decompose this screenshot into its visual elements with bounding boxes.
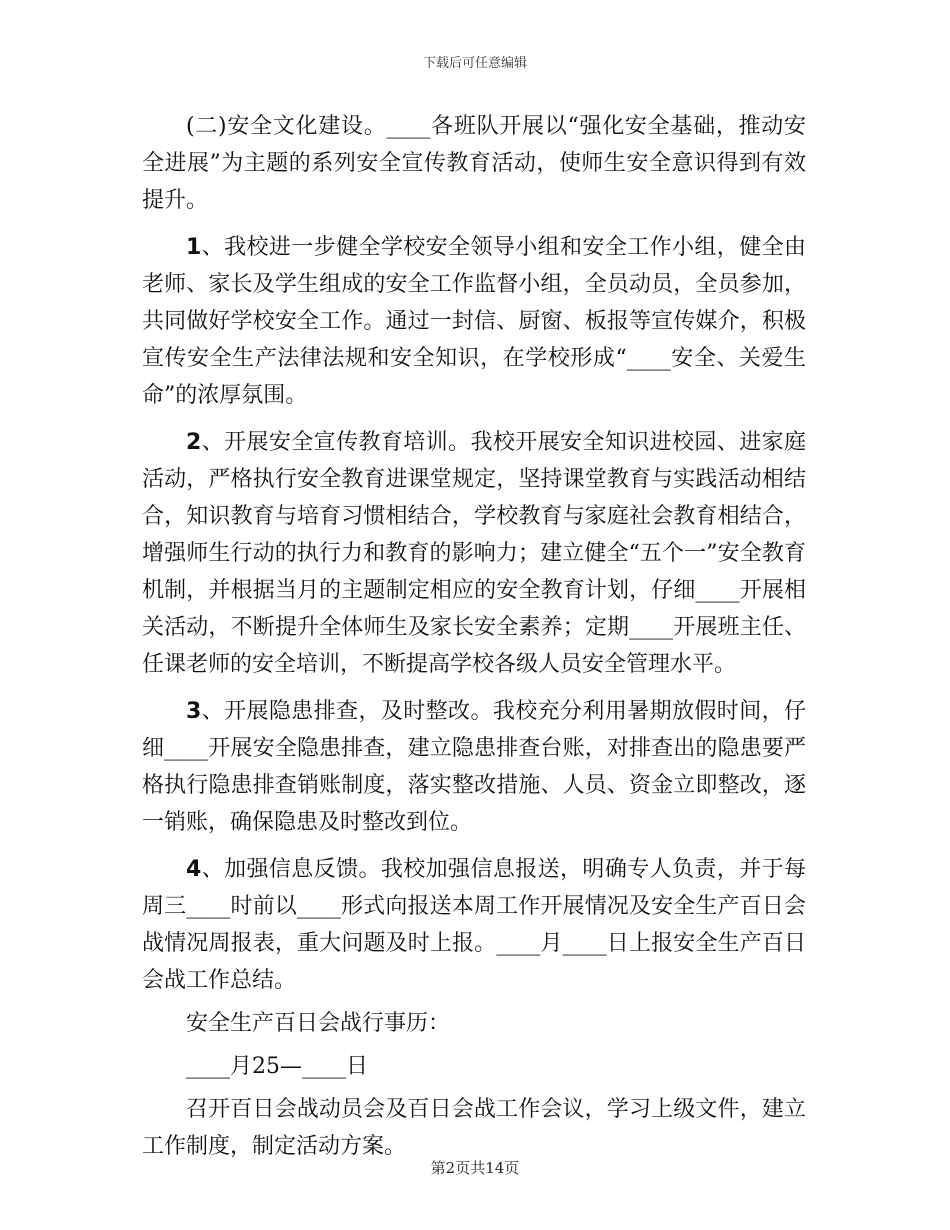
paragraph-safety-culture: (二)安全文化建设。____各班队开展以“强化安全基础，推动安全进展”为主题的系列安全宣传教育活动，使师生安全意识得到有效提升。 — [142, 114, 806, 213]
paragraph-item-3: 3、开展隐患排查，及时整改。我校充分利用暑期放假时间，仔细____开展安全隐患排查，建立隐患排查台账，对排查出的隐患要严格执行隐患排查销账制度，落实整改措施、人员、资金立即整改，逐一销账，确保隐患及时整改到位。 — [142, 699, 806, 835]
page-footer: 第2页共14页 — [430, 1159, 520, 1177]
page-header: 下载后可任意编辑 — [422, 56, 527, 71]
item-number: 3 — [186, 699, 202, 724]
schedule-item: 召开百日会战动员会及百日会战工作会议，学习上级文件，建立工作制度，制定活动方案。 — [142, 1097, 806, 1159]
item-number: 4 — [186, 857, 202, 882]
schedule-heading: 安全生产百日会战行事历： — [186, 1011, 451, 1036]
document-body — [142, 108, 806, 1165]
schedule-date: ____月25—____日 — [186, 1054, 368, 1079]
paragraph-item-2: 2、开展安全宣传教育培训。我校开展安全知识进校园、进家庭活动，严格执行安全教育进课堂规定，坚持课堂教育与实践活动相结合，知识教育与培育习惯相结合，学校教育与家庭社会教育相结合，增强师生行动的执行力和教育的影响力；建立健全“五个一”安全教育机制，并根据当月的主题制定相应的安全教育计划，仔细____开展相关活动，不断提升全体师生及家长安全素养；定期____开展班主任、任课老师的安全培训，不断提高学校各级人员安全管理水平。 — [142, 430, 806, 677]
paragraph-item-1: 1、我校进一步健全学校安全领导小组和安全工作小组，健全由老师、家长及学生组成的安全工作监督小组，全员动员，全员参加，共同做好学校安全工作。通过一封信、厨窗、板报等宣传媒介，积极宣传安全生产法律法规和安全知识，在学校形成“____安全、关爱生命”的浓厚氛围。 — [142, 235, 806, 408]
paragraph-item-4: 4、加强信息反馈。我校加强信息报送，明确专人负责，并于每周三____时前以____形式向报送本周工作开展情况及安全生产百日会战情况周报表，重大问题及时上报。____月____日上报安全生产百日会战工作总结。 — [142, 857, 806, 993]
item-number: 1 — [186, 235, 202, 260]
item-number: 2 — [186, 430, 202, 455]
